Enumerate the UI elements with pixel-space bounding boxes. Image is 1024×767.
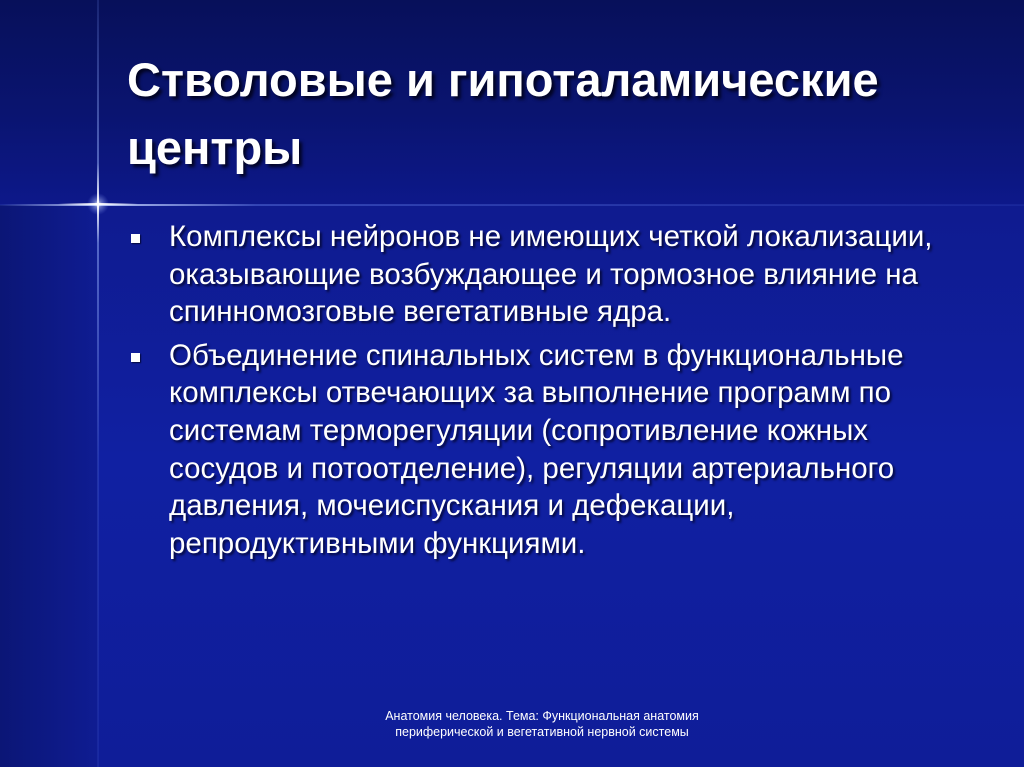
slide-title: Стволовые и гипоталамические центры xyxy=(127,53,879,174)
square-bullet-icon xyxy=(131,234,140,243)
bullet-item xyxy=(127,218,977,331)
horizontal-divider-line xyxy=(0,204,1024,206)
bullet-text: Объединение спинальных систем в функциональные комплексы отвечающих за выполнение программ по системам терморегуляции (сопротивление кожных сосудов и потоотделение), регуляции артериального давления, мочеиспускания и дефекации, репродуктивными функциями. xyxy=(169,338,904,560)
square-bullet-icon xyxy=(131,353,140,362)
sparkle-icon xyxy=(58,163,138,243)
bullet-text: Комплексы нейронов не имеющих четкой локализации, оказывающие возбуждающее и тормозное влияние на спинномозговые вегетативные ядра. xyxy=(169,220,933,329)
bullet-item xyxy=(127,337,977,563)
slide-footer: Анатомия человека. Тема: Функциональная анатомия периферической и вегетативной нервной системы xyxy=(385,709,699,739)
left-band xyxy=(0,205,98,767)
bullet-list xyxy=(127,218,977,568)
vertical-divider-line xyxy=(97,0,99,767)
